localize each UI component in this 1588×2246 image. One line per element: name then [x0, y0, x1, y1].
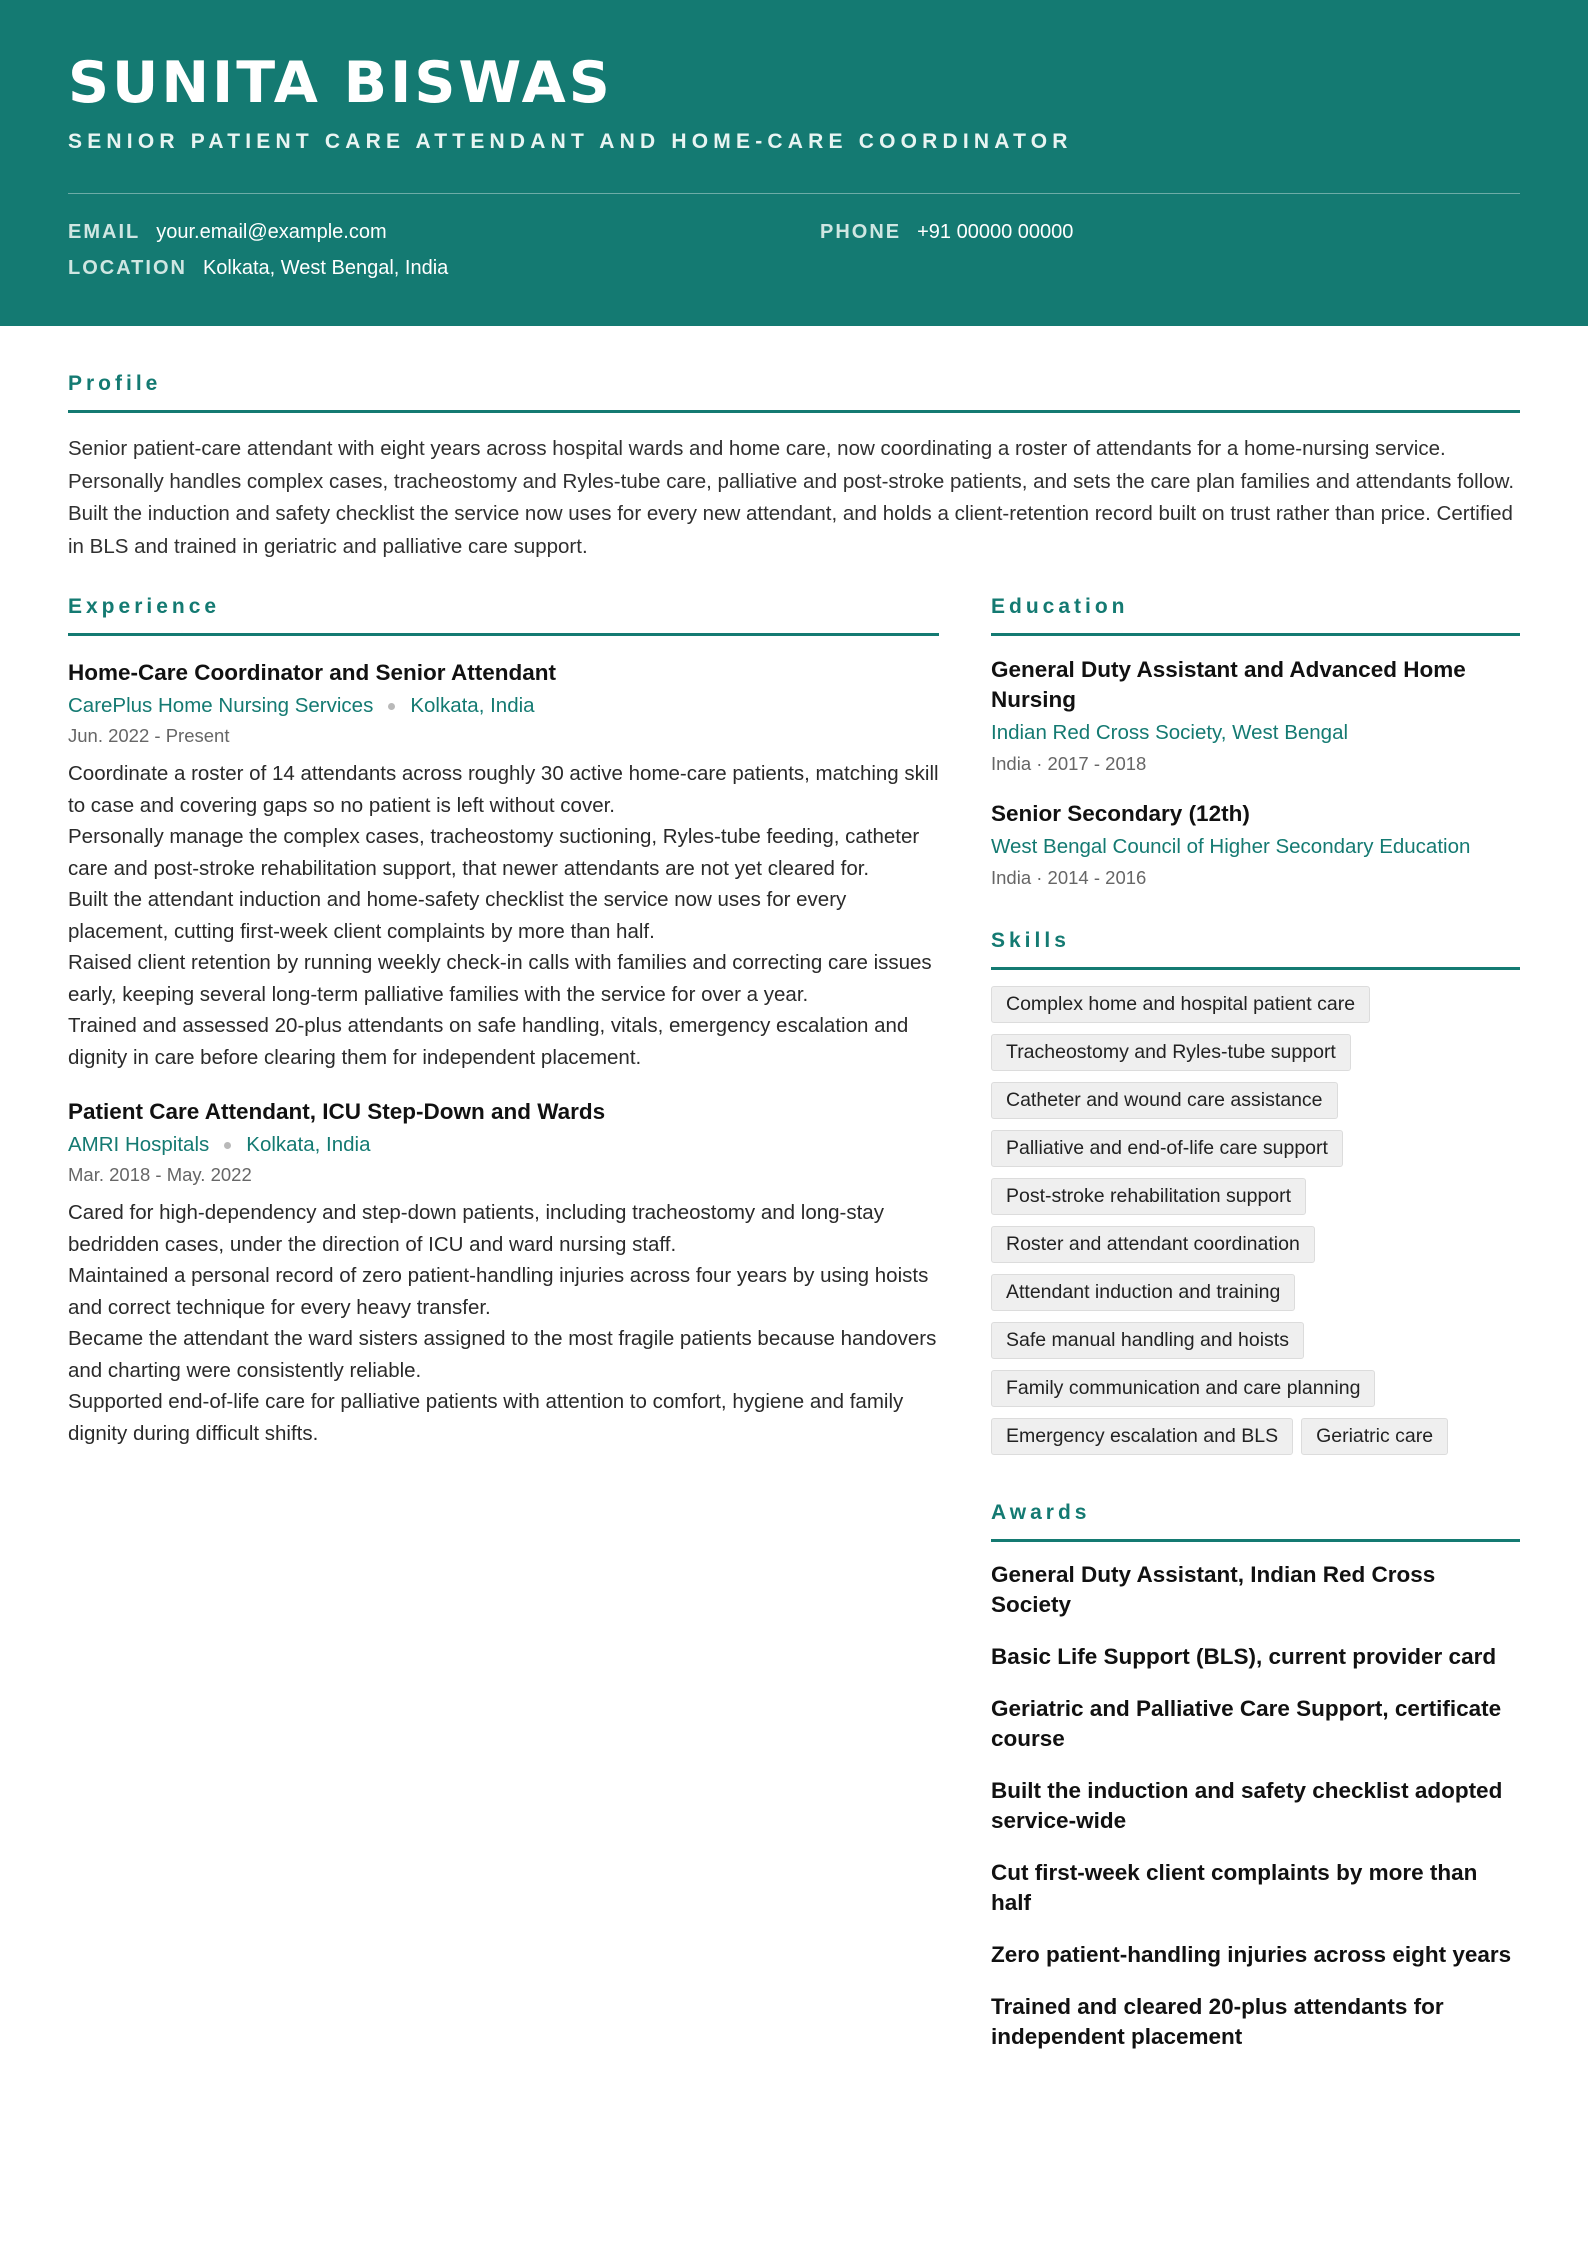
contact-phone	[820, 221, 1073, 244]
awards-list	[991, 1560, 1520, 2052]
location-value: Kolkata, West Bengal, India	[202, 257, 449, 279]
award-item: Zero patient-handling injuries across eight years	[991, 1942, 1512, 1967]
skill-chip: Complex home and hospital patient care	[991, 986, 1370, 1023]
job-bullet: Cared for high-dependency and step-down patients, including tracheostomy and long-stay bedridden cases, under the direction of ICU and ward nursing staff.	[68, 1201, 884, 1256]
skill-chip: Post-stroke rehabilitation support	[991, 1178, 1306, 1215]
job-location: Kolkata, India	[246, 1133, 371, 1156]
job-bullets	[68, 1197, 939, 1449]
education-institution: West Bengal Council of Higher Secondary Education	[991, 835, 1471, 858]
experience-heading: Experience	[68, 595, 939, 636]
job-bullet: Personally manage the complex cases, tracheostomy suctioning, Ryles-tube feeding, catheter care and post-stroke rehabilitation support, that newer attendants are not yet cleared for.	[68, 825, 920, 880]
resume-header	[0, 0, 1588, 326]
education-entry	[991, 799, 1520, 891]
skill-chip: Tracheostomy and Ryles-tube support	[991, 1034, 1351, 1071]
separator-dot	[224, 1142, 231, 1149]
profile-text: Senior patient-care attendant with eight years across hospital wards and home care, now coordinating a roster of attendants for a home-nursing service. Personally handles complex cases, tracheostomy and Ryles-tube care, palliative and post-stroke patients, and sets the care plan families and attendants follow. Built the induction and safety checklist the service now uses for every new attendant, and holds a client-retention record built on trust rather than price. Certified in BLS and trained in geriatric and palliative care support.	[68, 437, 1515, 558]
sidebar-column	[991, 595, 1520, 2074]
skills-heading: Skills	[991, 929, 1520, 970]
location-label: LOCATION	[68, 257, 187, 279]
job-dates: Jun. 2022 - Present	[68, 725, 230, 746]
job-bullet: Raised client retention by running weekly check-in calls with families and correcting care issues early, keeping several long-term palliative families with the service for over a year.	[68, 951, 932, 1006]
education-meta: India · 2014 - 2016	[991, 867, 1147, 888]
awards-heading: Awards	[991, 1501, 1520, 1542]
contact-email	[68, 221, 387, 244]
job-company: AMRI Hospitals	[68, 1133, 210, 1156]
skill-chip: Palliative and end-of-life care support	[991, 1130, 1343, 1167]
awards-section	[991, 1501, 1520, 2052]
skill-chip: Attendant induction and training	[991, 1274, 1295, 1311]
contact-info	[68, 221, 1520, 291]
candidate-name: SUNITA BISWAS	[68, 50, 613, 116]
award-item: Geriatric and Palliative Care Support, certificate course	[991, 1696, 1502, 1751]
job-bullet: Supported end-of-life care for palliative patients with attention to comfort, hygiene and family dignity during difficult shifts.	[68, 1390, 904, 1445]
education-institution: Indian Red Cross Society, West Bengal	[991, 721, 1349, 744]
education-meta: India · 2017 - 2018	[991, 753, 1147, 774]
skill-chip: Family communication and care planning	[991, 1370, 1375, 1407]
award-item: Basic Life Support (BLS), current provider card	[991, 1644, 1497, 1669]
job-bullets	[68, 758, 939, 1073]
job-entry	[68, 658, 939, 1073]
job-bullet: Built the attendant induction and home-safety checklist the service now uses for every placement, cutting first-week client complaints by more than half.	[68, 888, 847, 943]
job-bullet: Became the attendant the ward sisters assigned to the most fragile patients because handovers and charting were consistently reliable.	[68, 1327, 937, 1382]
job-company-line	[68, 691, 939, 720]
job-title: Home-Care Coordinator and Senior Attendant	[68, 660, 556, 685]
education-heading: Education	[991, 595, 1520, 636]
skill-chip: Geriatric care	[1301, 1418, 1448, 1455]
header-divider	[68, 193, 1520, 194]
candidate-title: SENIOR PATIENT CARE ATTENDANT AND HOME-CARE COORDINATOR	[68, 130, 1073, 153]
skill-chip: Roster and attendant coordination	[991, 1226, 1315, 1263]
phone-label: PHONE	[820, 221, 902, 243]
job-company: CarePlus Home Nursing Services	[68, 694, 374, 717]
job-bullet: Maintained a personal record of zero patient-handling injuries across four years by using hoists and correct technique for every heavy transfer.	[68, 1264, 929, 1319]
job-bullet: Trained and assessed 20-plus attendants on safe handling, vitals, emergency escalation and dignity in care before clearing them for independent placement.	[68, 1014, 909, 1069]
skill-chip: Catheter and wound care assistance	[991, 1082, 1338, 1119]
education-entry	[991, 655, 1520, 777]
award-item: Trained and cleared 20-plus attendants for independent placement	[991, 1994, 1444, 2049]
phone-value[interactable]: +91 00000 00000	[917, 221, 1074, 243]
award-item: Built the induction and safety checklist adopted service-wide	[991, 1778, 1503, 1833]
email-label: EMAIL	[68, 221, 141, 243]
contact-location	[68, 257, 448, 280]
skill-chip: Emergency escalation and BLS	[991, 1418, 1293, 1455]
profile-heading: Profile	[68, 372, 1520, 413]
education-degree: Senior Secondary (12th)	[991, 801, 1250, 826]
job-dates: Mar. 2018 - May. 2022	[68, 1164, 252, 1185]
experience-section	[68, 595, 939, 1449]
job-title: Patient Care Attendant, ICU Step-Down and Wards	[68, 1099, 606, 1124]
job-company-line	[68, 1130, 939, 1159]
education-degree: General Duty Assistant and Advanced Home Nursing	[991, 657, 1466, 712]
job-location: Kolkata, India	[410, 694, 535, 717]
job-entry	[68, 1097, 939, 1449]
education-section	[991, 595, 1520, 891]
award-item: Cut first-week client complaints by more than half	[991, 1860, 1478, 1915]
skills-section	[991, 929, 1520, 1455]
email-value[interactable]: your.email@example.com	[156, 221, 387, 243]
separator-dot	[388, 703, 395, 710]
skill-chip: Safe manual handling and hoists	[991, 1322, 1304, 1359]
job-bullet: Coordinate a roster of 14 attendants across roughly 30 active home-care patients, matching skill to case and covering gaps so no patient is left without cover.	[68, 762, 939, 817]
skills-list	[991, 986, 1520, 1455]
profile-section	[68, 372, 1520, 563]
award-item: General Duty Assistant, Indian Red Cross Society	[991, 1562, 1436, 1617]
